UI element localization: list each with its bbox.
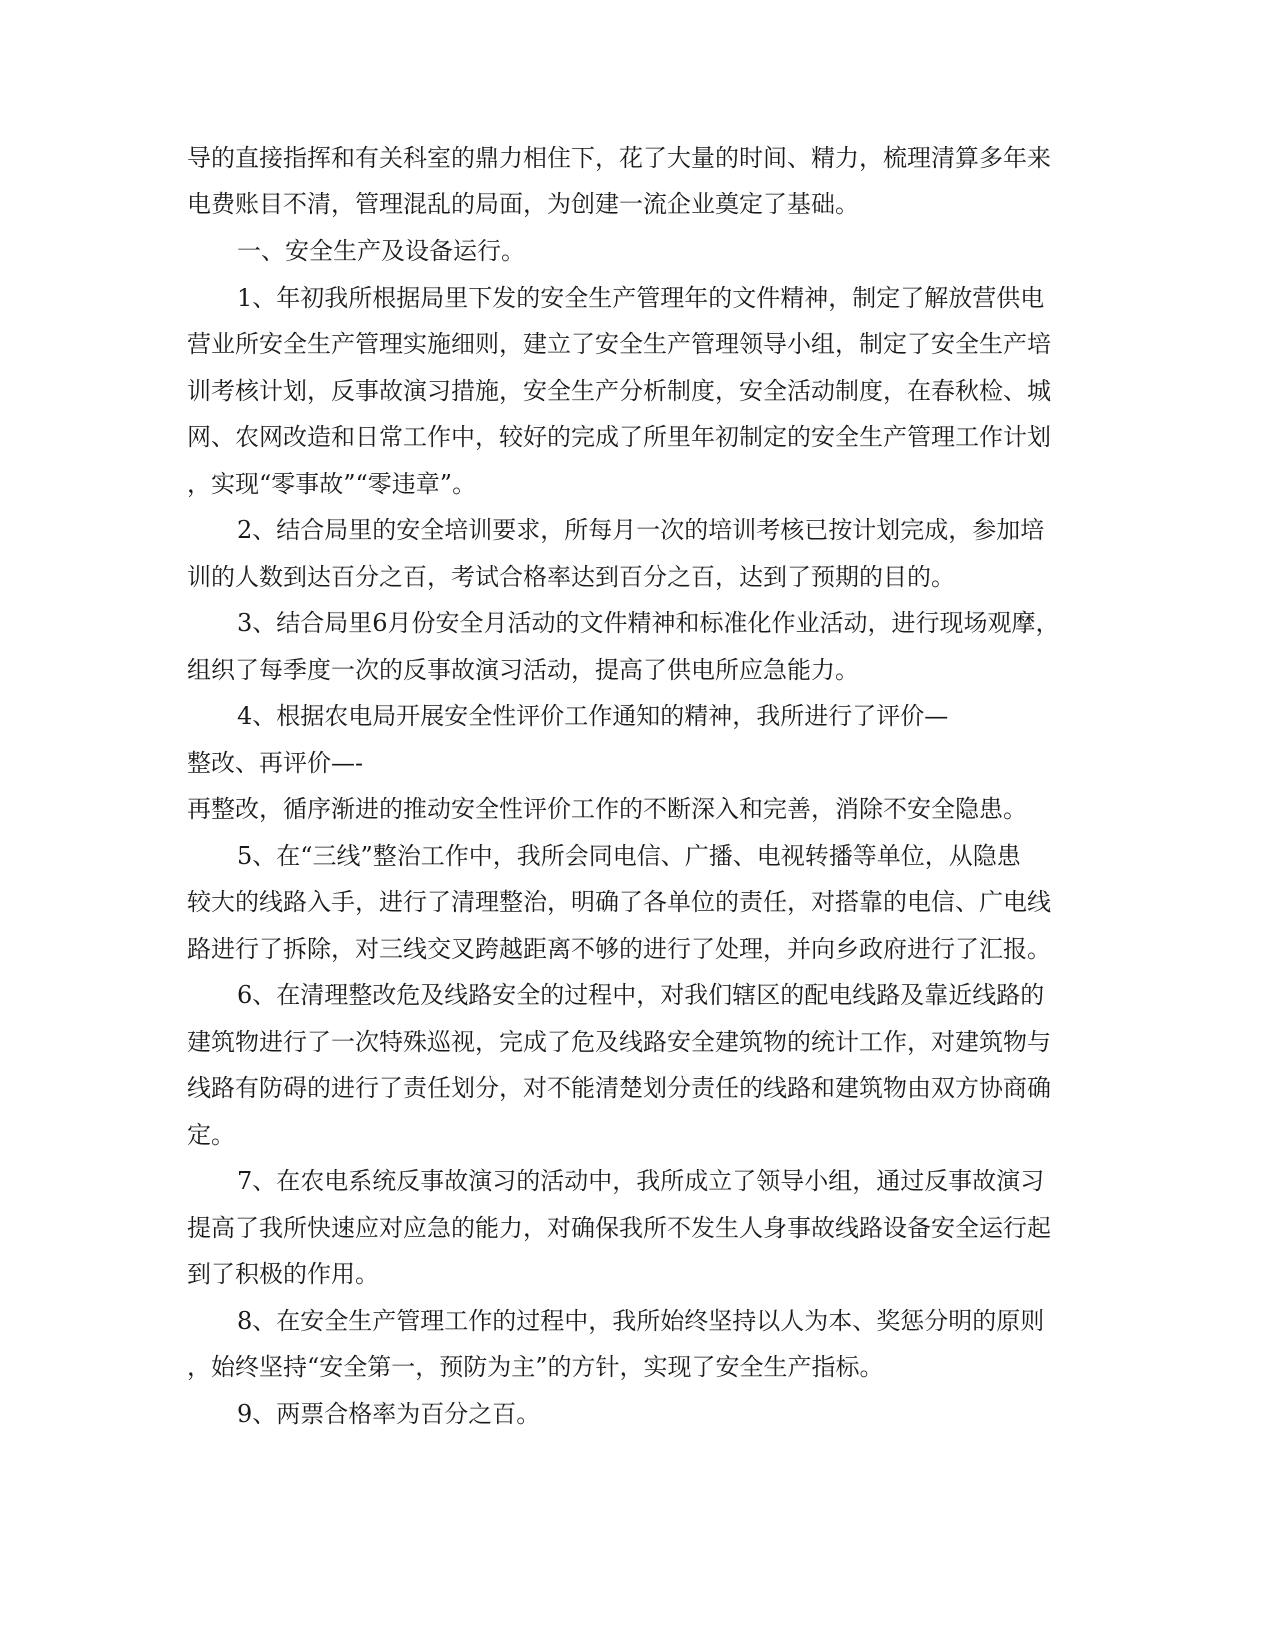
text-line: 到了积极的作用。 xyxy=(187,1260,379,1288)
text-line: 提高了我所快速应对应急的能力，对确保我所不发生人身事故线路设备安全运行起 xyxy=(187,1214,1051,1242)
text-line: 1、年初我所根据局里下发的安全生产管理年的文件精神，制定了解放营供电 xyxy=(237,284,1045,312)
text-line: 网、农网改造和日常工作中，较好的完成了所里年初制定的安全生产管理工作计划 xyxy=(187,423,1051,451)
text-line: 路进行了拆除，对三线交叉跨越距离不够的进行了处理，并向乡政府进行了汇报。 xyxy=(187,935,1051,963)
text-line: 3、结合局里6月份安全月活动的文件精神和标准化作业活动，进行现场观摩， xyxy=(237,609,1060,637)
text-line: 组织了每季度一次的反事故演习活动，提高了供电所应急能力。 xyxy=(187,656,859,684)
text-line: 整改、再评价—- xyxy=(187,749,364,777)
text-line: ，实现“零事故”“零违章”。 xyxy=(187,470,477,498)
text-line: ，始终坚持“安全第一，预防为主”的方针，实现了安全生产指标。 xyxy=(187,1353,884,1381)
text-line: 训考核计划，反事故演习措施，安全生产分析制度，安全活动制度，在春秋检、城 xyxy=(187,377,1051,405)
text-line: 电费账目不清，管理混乱的局面，为创建一流企业奠定了基础。 xyxy=(187,190,859,218)
text-line: 建筑物进行了一次特殊巡视，完成了危及线路安全建筑物的统计工作，对建筑物与 xyxy=(187,1028,1051,1056)
text-line: 线路有防碍的进行了责任划分，对不能清楚划分责任的线路和建筑物由双方协商确 xyxy=(187,1074,1051,1102)
text-line: 训的人数到达百分之百，考试合格率达到百分之百，达到了预期的目的。 xyxy=(187,563,955,591)
text-line: 5、在“三线”整治工作中，我所会同电信、广播、电视转播等单位，从隐患 xyxy=(237,842,1021,870)
text-line: 9、两票合格率为百分之百。 xyxy=(237,1400,541,1428)
text-line: 定。 xyxy=(187,1121,235,1149)
text-line: 较大的线路入手，进行了清理整治，明确了各单位的责任，对搭靠的电信、广电线 xyxy=(187,888,1051,916)
section-heading: 一、安全生产及设备运行。 xyxy=(237,237,525,265)
text-line: 4、根据农电局开展安全性评价工作通知的精神，我所进行了评价— xyxy=(237,702,949,730)
text-line: 再整改，循序渐进的推动安全性评价工作的不断深入和完善，消除不安全隐患。 xyxy=(187,795,1027,823)
text-line: 6、在清理整改危及线路安全的过程中，对我们辖区的配电线路及靠近线路的 xyxy=(237,981,1045,1009)
text-line: 导的直接指挥和有关科室的鼎力相住下，花了大量的时间、精力，梳理清算多年来 xyxy=(187,144,1051,172)
text-line: 营业所安全生产管理实施细则，建立了安全生产管理领导小组，制定了安全生产培 xyxy=(187,330,1051,358)
text-line: 2、结合局里的安全培训要求，所每月一次的培训考核已按计划完成，参加培 xyxy=(237,516,1045,544)
text-line: 8、在安全生产管理工作的过程中，我所始终坚持以人为本、奖惩分明的原则 xyxy=(237,1307,1045,1335)
text-line: 7、在农电系统反事故演习的活动中，我所成立了领导小组，通过反事故演习 xyxy=(237,1167,1045,1195)
